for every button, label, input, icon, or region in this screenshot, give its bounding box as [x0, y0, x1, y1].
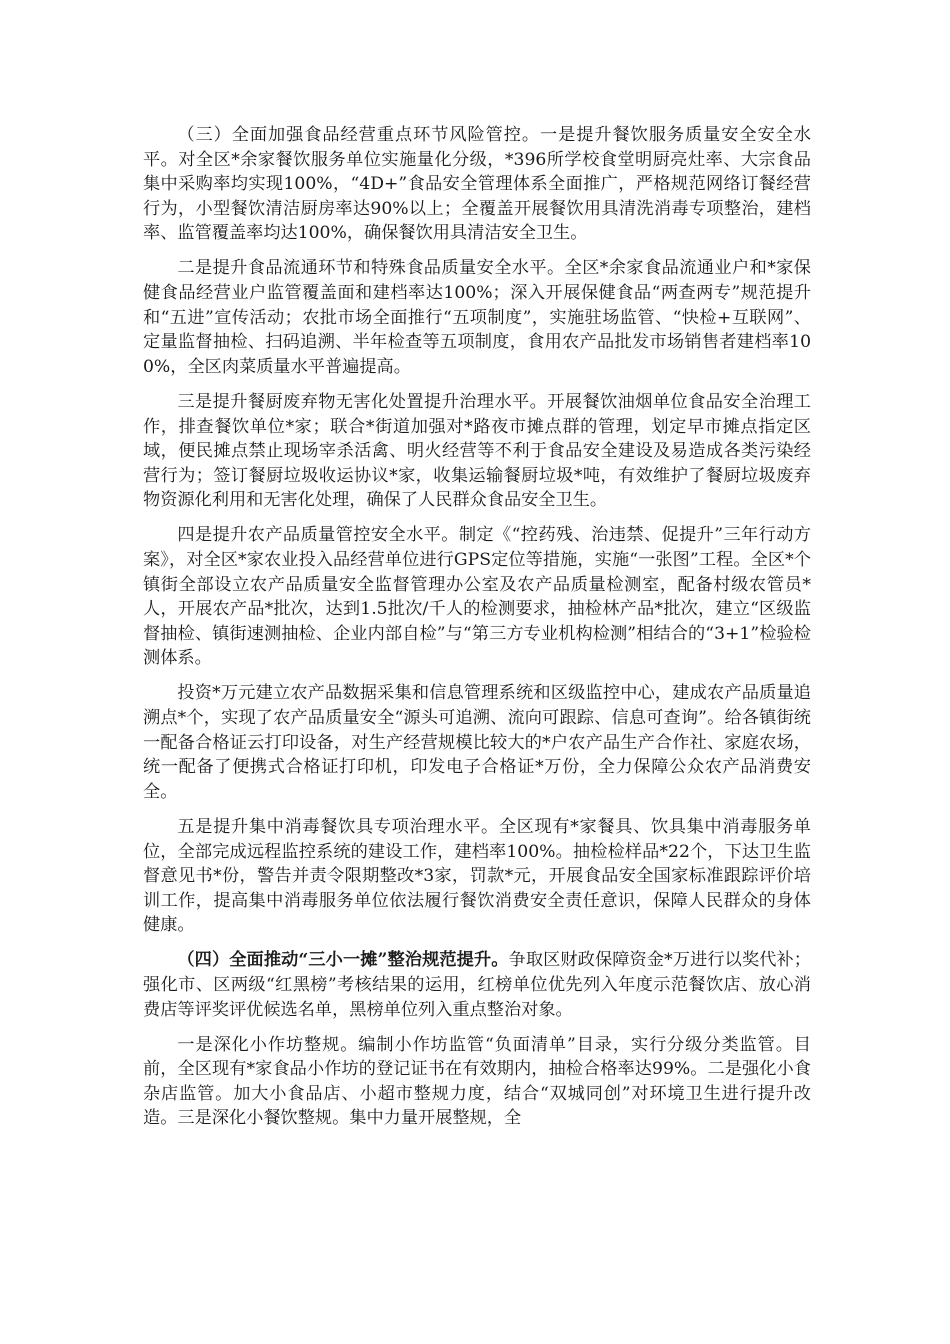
- paragraph-text: 四是提升农产品质量管控安全水平。制定《“控药残、治违禁、促提升”三年行动方案》，对全区*家农业投入品经营单位进行GPS定位等措施，实施“一张图”工程。全区*个镇街全部设立农产品质量安全监督管理办公室及农产品质量检测室，配备村级农管员*人，开展农产品*批次，达到1.5批次/千人的检测要求，抽检林产品*批次，建立“区级监督抽检、镇街速测抽检、企业内部自检”与“第三方专业机构检测”相结合的“3+1”检验检测体系。: [143, 525, 811, 669]
- paragraph: [143, 123, 811, 246]
- paragraph: [143, 256, 811, 379]
- paragraph-text: 一是深化小作坊整规。编制小作坊监管“负面清单”目录，实行分级分类监管。目前，全区现有*家食品小作坊的登记证书在有效期内，抽检合格率达99%。二是强化小食杂店监管。加大小食品店、小超市整规力度，结合“双城同创”对环境卫生进行提升改造。三是深化小餐饮整规。集中力量开展整规，全: [143, 1034, 811, 1129]
- paragraph-text: 二是提升食品流通环节和特殊食品质量安全水平。全区*余家食品流通业户和*家保健食品经营业户监管覆盖面和建档率达100%；深入开展保健食品“两查两专”规范提升和“五进”宣传活动；农批市场全面推行“五项制度”，实施驻场监管、“快检+互联网”、定量监督抽检、扫码追溯、半年检查等五项制度，食用农产品批发市场销售者建档率100%，全区肉菜质量水平普遍提高。: [143, 258, 811, 377]
- paragraph: [143, 948, 811, 1022]
- paragraph: [143, 815, 811, 938]
- paragraph-text: 五是提升集中消毒餐饮具专项治理水平。全区现有*家餐具、饮具集中消毒服务单位，全部完成远程监控系统的建设工作，建档率100%。抽检检样品*22个，下达卫生监督意见书*份，警告并责令限期整改*3家，罚款*元，开展食品安全国家标准跟踪评价培训工作，提高集中消毒服务单位依法履行餐饮消费安全责任意识，保障人民群众的身体健康。: [143, 816, 811, 936]
- paragraph-text: 争取区财政保障资金*万进行以奖代补；强化市、区两级“红黑榜”考核结果的运用，红榜单位优先列入年度示范餐饮店、放心消费店等评奖评优候选名单，黑榜单位列入重点整治对象。: [143, 950, 811, 1020]
- paragraph: [143, 681, 811, 804]
- paragraph-text: 三是提升餐厨废弃物无害化处置提升治理水平。开展餐饮油烟单位食品安全治理工作，排查餐饮单位*家；联合*街道加强对*路夜市摊点群的管理，划定早市摊点指定区域，便民摊点禁止现场宰杀活禽、明火经营等不利于食品安全建设及易造成各类污染经营行为；签订餐厨垃圾收运协议*家，收集运输餐厨垃圾*吨，有效维护了餐厨垃圾废弃物资源化利用和无害化处理，确保了人民群众食品安全卫生。: [143, 391, 811, 511]
- section-heading: （四）全面推动“三小一摊”整治规范提升。: [177, 950, 509, 971]
- paragraph: [143, 1033, 811, 1131]
- paragraph: [143, 523, 811, 671]
- document-body: [143, 123, 811, 1142]
- paragraph: [143, 390, 811, 513]
- paragraph-text: （三）全面加强食品经营重点环节风险管控。一是提升餐饮服务质量安全安全水平。对全区*余家餐饮服务单位实施量化分级，*396所学校食堂明厨亮灶率、大宗食品集中采购率均实现100%，“4D+”食品安全管理体系全面推广，严格规范网络订餐经营行为，小型餐饮清洁厨房率达90%以上；全覆盖开展餐饮用具清洗消毒专项整治，建档率、监管覆盖率均达100%，确保餐饮用具清洁安全卫生。: [143, 125, 811, 244]
- paragraph-text: 投资*万元建立农产品数据采集和信息管理系统和区级监控中心，建成农产品质量追溯点*个，实现了农产品质量安全“源头可追溯、流向可跟踪、信息可查询”。给各镇街统一配备合格证云打印设备，对生产经营规模比较大的*户农产品生产合作社、家庭农场，统一配备了便携式合格证打印机，印发电子合格证*万份，全力保障公众农产品消费安全。: [143, 683, 811, 802]
